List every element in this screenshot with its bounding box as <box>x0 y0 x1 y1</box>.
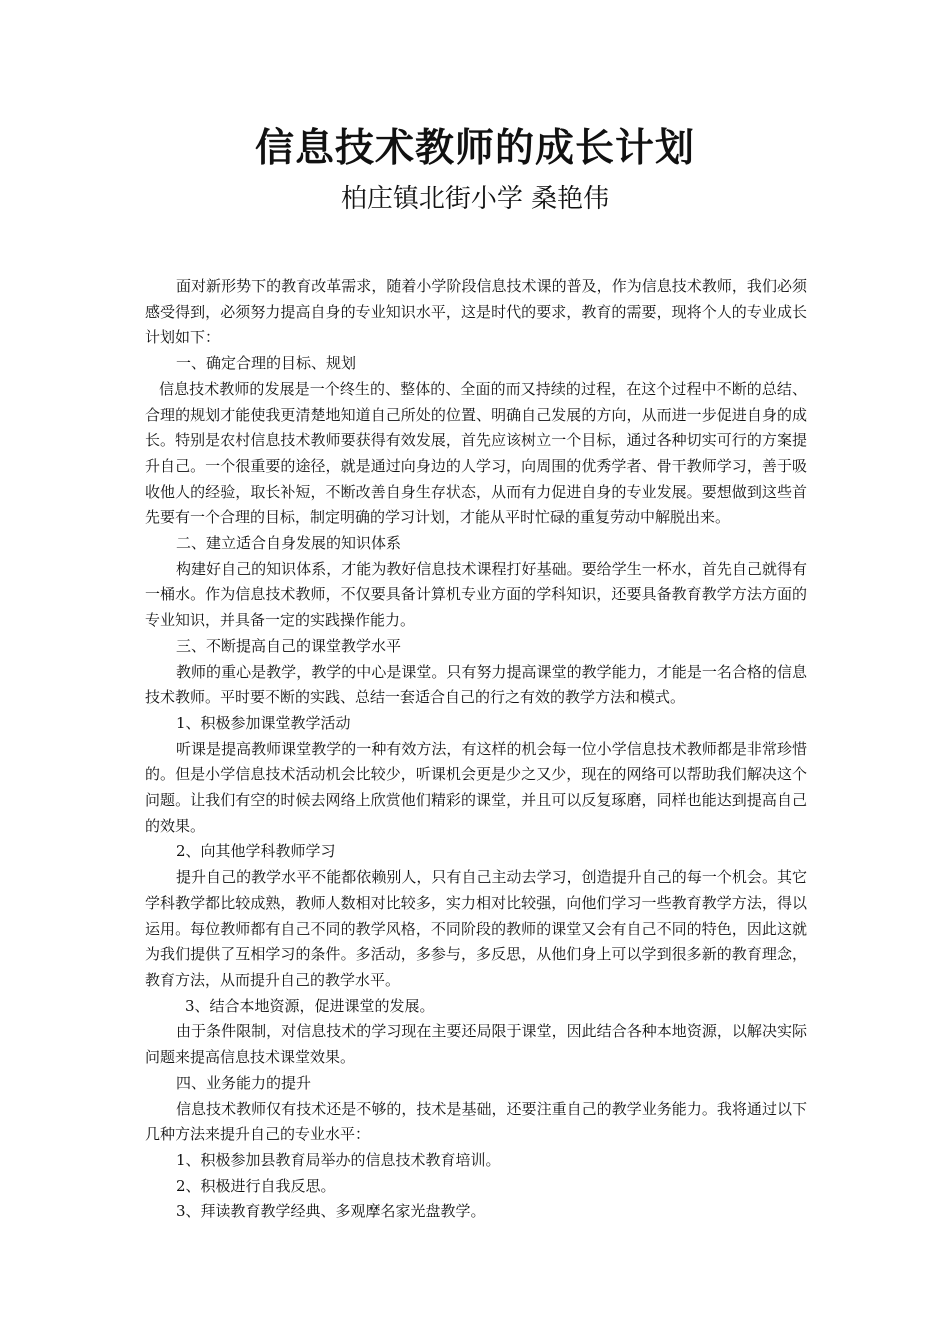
paragraph: 一、确定合理的目标、规划 <box>176 354 357 373</box>
paragraph: 四、业务能力的提升 <box>176 1073 312 1092</box>
paragraph: 1、积极参加课堂教学活动 <box>176 713 351 732</box>
paragraph: 3、结合本地资源，促进课堂的发展。 <box>185 996 435 1015</box>
paragraph: 1、积极参加县教育局举办的信息技术教育培训。 <box>176 1150 501 1169</box>
paragraph: 由于条件限制，对信息技术的学习现在主要还局限于课堂，因此结合各种本地资源，以解决实际问题来提高信息技术课堂效果。 <box>145 1022 807 1067</box>
paragraph: 提升自己的教学水平不能都依赖别人，只有自己主动去学习，创造提升自己的每一个机会。其它学科教学都比较成熟，教师人数相对比较多，实力相对比较强，向他们学习一些教育教学方法，得以运用。每位教师都有自己不同的教学风格，不同阶段的教师的课堂又会有自己不同的特色，因此这就为我们提供了互相学习的条件。多活动，多参与，多反思，从他们身上可以学到很多新的教育理念，教育方法，从而提升自己的教学水平。 <box>145 868 807 989</box>
paragraph: 听课是提高教师课堂教学的一种有效方法，有这样的机会每一位小学信息技术教师都是非常珍惜的。但是小学信息技术活动机会比较少，听课机会更是少之又少，现在的网络可以帮助我们解决这个问题。让我们有空的时候去网络上欣赏他们精彩的课堂，并且可以反复琢磨，同样也能达到提高自己的效果。 <box>145 739 807 835</box>
paragraph: 2、向其他学科教师学习 <box>176 842 336 861</box>
paragraph: 面对新形势下的教育改革需求，随着小学阶段信息技术课的普及，作为信息技术教师，我们必须感受得到，必须努力提高自身的专业知识水平，这是时代的要求，教育的需要，现将个人的专业成长计划如下： <box>145 277 807 347</box>
paragraph: 教师的重心是教学，教学的中心是课堂。只有努力提高课堂的教学能力，才能是一名合格的信息技术教师。平时要不断的实践、总结一套适合自己的行之有效的教学方法和模式。 <box>145 662 807 707</box>
document-title: 信息技术教师的成长计划 <box>254 125 695 171</box>
paragraph: 3、拜读教育教学经典、多观摩名家光盘教学。 <box>176 1202 486 1221</box>
paragraph: 信息技术教师仅有技术还是不够的，技术是基础，还要注重自己的教学业务能力。我将通过以下几种方法来提升自己的专业水平： <box>145 1099 807 1144</box>
paragraph: 二、建立适合自身发展的知识体系 <box>176 534 402 553</box>
paragraph: 构建好自己的知识体系，才能为教好信息技术课程打好基础。要给学生一杯水，首先自己就得有一桶水。作为信息技术教师，不仅要具备计算机专业方面的学科知识，还要具备教育教学方法方面的专业知识，并具备一定的实践操作能力。 <box>145 559 807 630</box>
paragraph: 三、不断提高自己的课堂教学水平 <box>176 636 402 655</box>
paragraph: 信息技术教师的发展是一个终生的、整体的、全面的而又持续的过程，在这个过程中不断的总结、合理的规划才能使我更清楚地知道自己所处的位置、明确自己发展的方向，从而进一步促进自身的成长。特别是农村信息技术教师要获得有效发展，首先应该树立一个目标，通过各种切实可行的方案提升自己。一个很重要的途径，就是通过向身边的人学习，向周围的优秀学者、骨干教师学习，善于吸收他人的经验，取长补短，不断改善自身生存状态，从而有力促进自身的专业发展。要想做到这些首先要有一个合理的目标，制定明确的学习计划，才能从平时忙碌的重复劳动中解脱出来。 <box>145 379 807 527</box>
document-subtitle: 柏庄镇北街小学 桑艳伟 <box>340 184 610 214</box>
paragraph: 2、积极进行自我反思。 <box>176 1176 336 1195</box>
document-body <box>145 274 807 1225</box>
